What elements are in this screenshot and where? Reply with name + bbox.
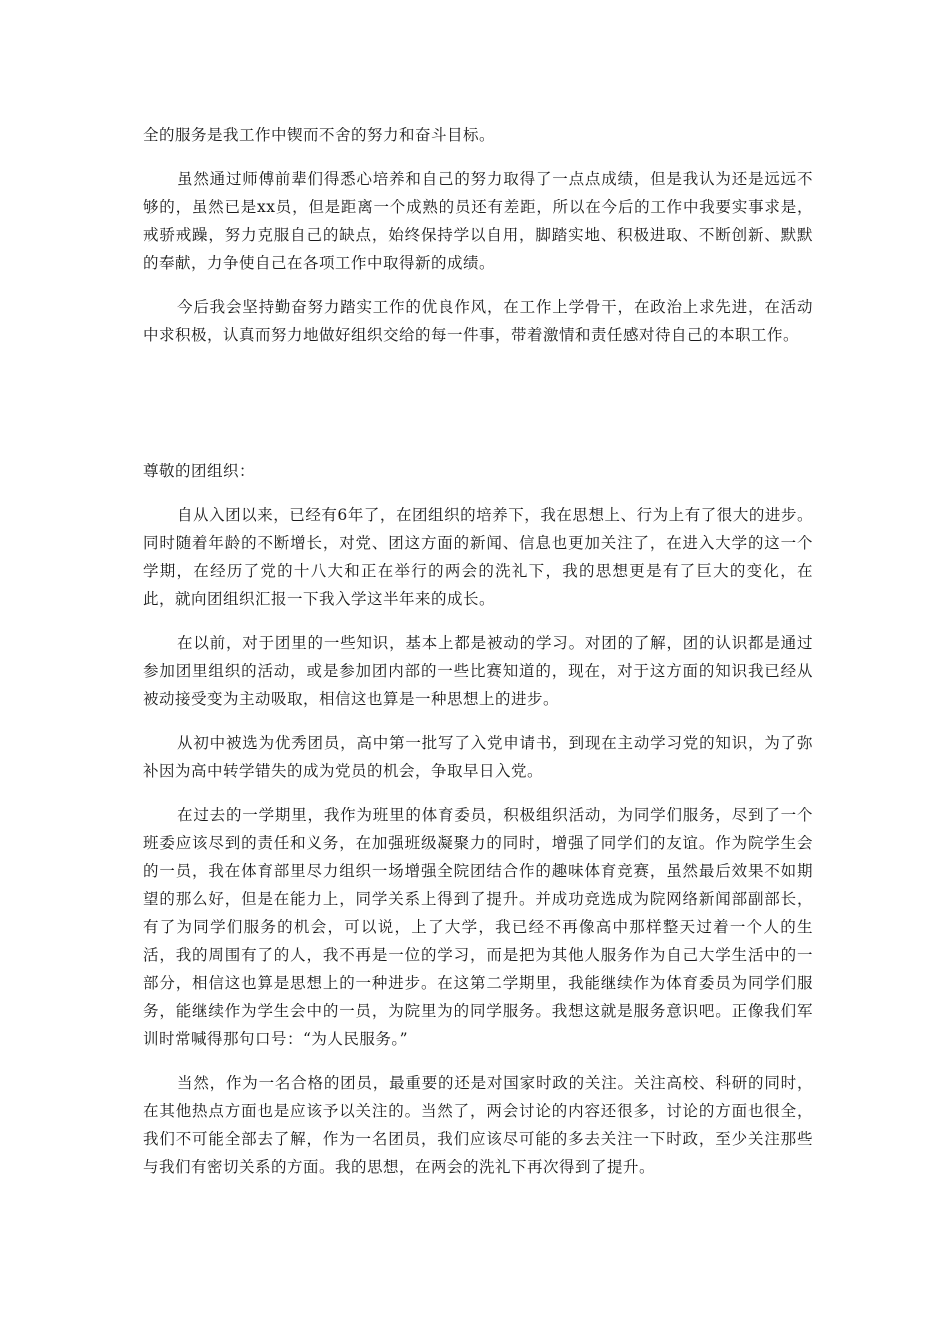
paragraph-achievements: 虽然通过师傅前辈们得悉心培养和自己的努力取得了一点点成绩，但是我认为还是远远不够的，虽然已是xx员，但是距离一个成熟的员还有差距，所以在今后的工作中我要实事求是，戒骄戒躁，努力克服自己的缺点，始终保持学以自用，脚踏实地、积极进取、不断创新、默默的奉献，力争使自己在各项工作中取得新的成绩。 [143,170,813,272]
paragraph-party-application: 从初中被选为优秀团员，高中第一批写了入党申请书，到现在主动学习党的知识，为了弥补因为高中转学错失的成为党员的机会，争取早日入党。 [143,734,813,780]
document-page [143,121,813,1181]
paragraph-since-joining: 自从入团以来，已经有6年了，在团组织的培养下，我在思想上、行为上有了很大的进步。同时随着年龄的不断增长，对党、团这方面的新闻、信息也更加关注了，在进入大学的这一个学期，在经历了党的十八大和正在举行的两会的洗礼下，我的思想更是有了巨大的变化，在此，就向团组织汇报一下我入学这半年来的成长。 [143,506,813,608]
paragraph-previous-learning: 在以前，对于团里的一些知识，基本上都是被动的学习。对团的了解，团的认识都是通过参加团里组织的活动，或是参加团内部的一些比赛知道的，现在，对于这方面的知识我已经从被动接受变为主动吸取，相信这也算是一种思想上的进步。 [143,634,813,708]
salutation: 尊敬的团组织： [143,462,256,480]
paragraph-future-work: 今后我会坚持勤奋努力踏实工作的优良作风，在工作上学骨干，在政治上求先进，在活动中求积极，认真而努力地做好组织交给的每一件事，带着激情和责任感对待自己的本职工作。 [143,298,813,344]
paragraph-continuation: 全的服务是我工作中锲而不舍的努力和奋斗目标。 [143,126,496,144]
paragraph-past-semester: 在过去的一学期里，我作为班里的体育委员，积极组织活动，为同学们服务，尽到了一个班委应该尽到的责任和义务，在加强班级凝聚力的同时，增强了同学们的友谊。作为院学生会的一员，我在体育部里尽力组织一场增强全院团结合作的趣味体育竞赛，虽然最后效果不如期望的那么好，但是在能力上，同学关系上得到了提升。并成功竞选成为院网络新闻部副部长，有了为同学们服务的机会，可以说，上了大学，我已经不再像高中那样整天过着一个人的生活，我的周围有了的人，我不再是一位的学习，而是把为其他人服务作为自己大学生活中的一部分，相信这也算是思想上的一种进步。在这第二学期里，我能继续作为体育委员为同学们服务，能继续作为学生会中的一员，为院里为的同学服务。我想这就是服务意识吧。正像我们军训时常喊得那句口号：“为人民服务。” [143,806,813,1048]
paragraph-current-affairs: 当然，作为一名合格的团员，最重要的还是对国家时政的关注。关注高校、科研的同时，在其他热点方面也是应该予以关注的。当然了，两会讨论的内容还很多，讨论的方面也很全，我们不可能全部去了解，作为一名团员，我们应该尽可能的多去关注一下时政，至少关注那些与我们有密切关系的方面。我的思想，在两会的洗礼下再次得到了提升。 [143,1074,813,1176]
